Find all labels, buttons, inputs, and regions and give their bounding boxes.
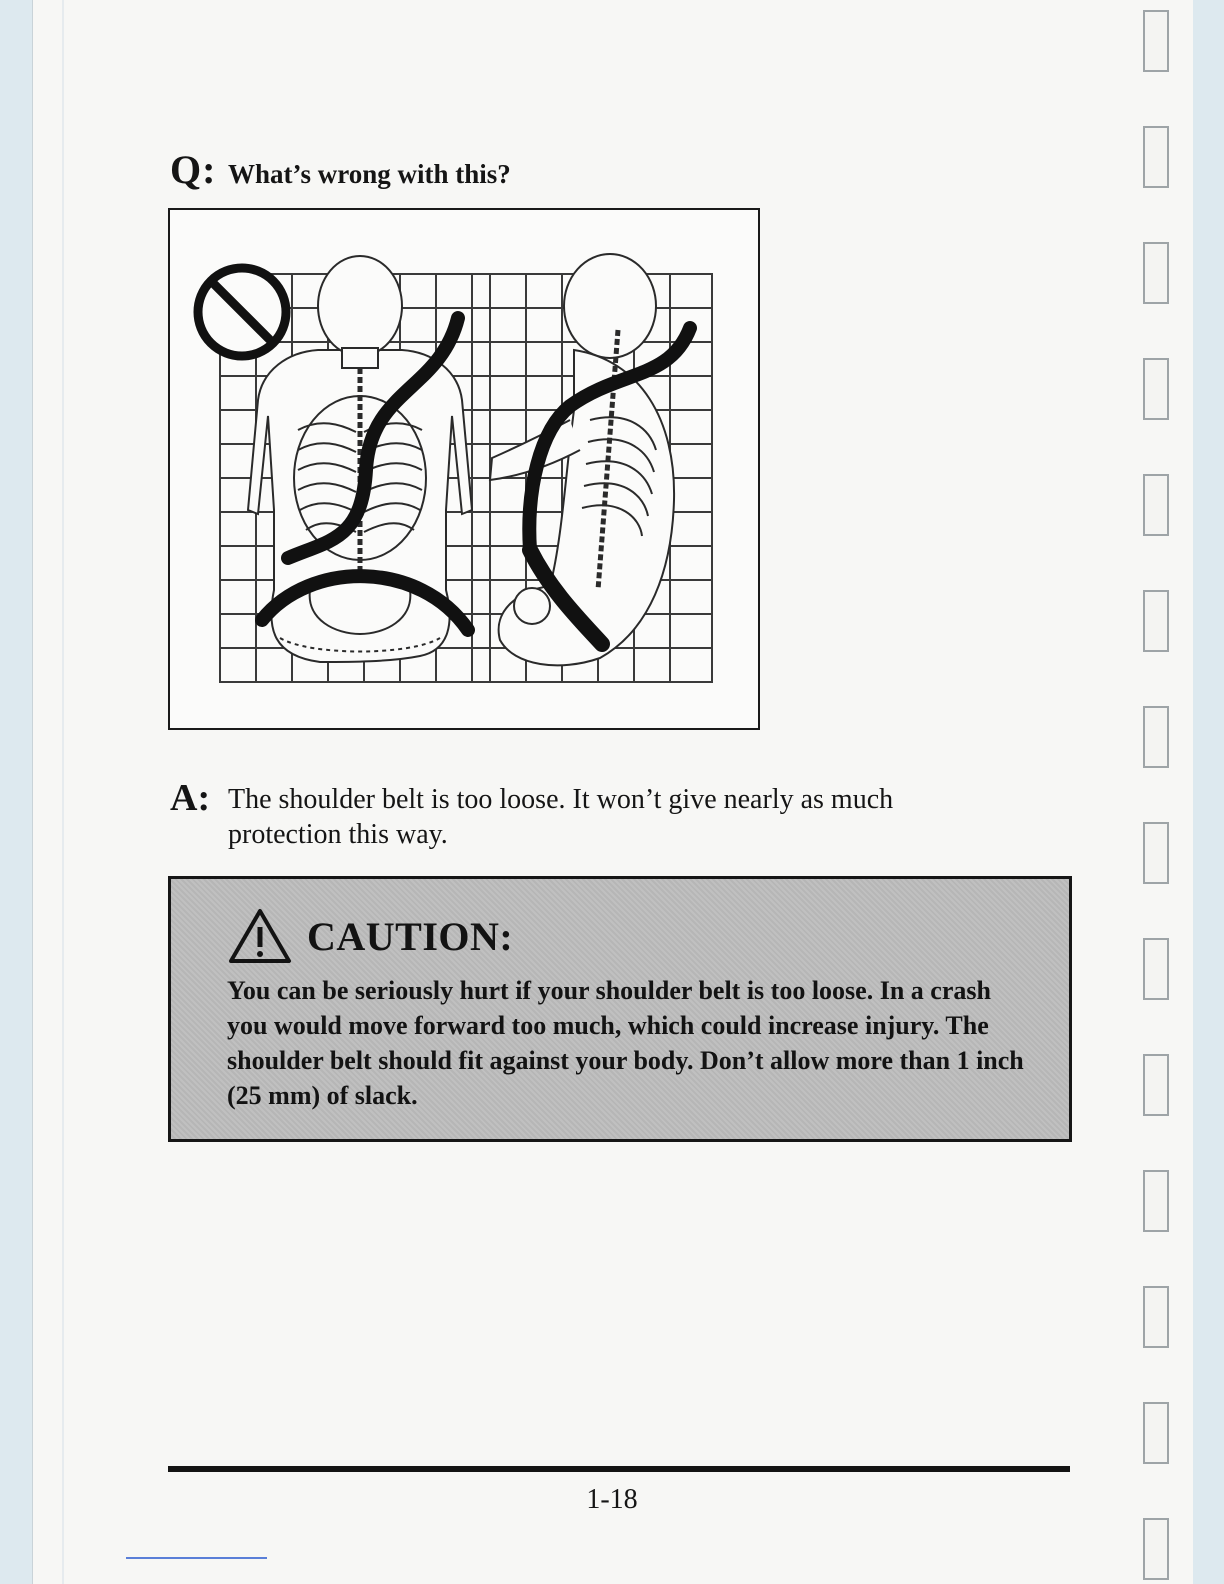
binder-tab: [1143, 938, 1169, 1000]
binder-tab: [1143, 1518, 1169, 1580]
page-edge-shadow: [62, 0, 64, 1584]
seatbelt-drawing: [170, 210, 758, 728]
warning-triangle-icon: [227, 907, 293, 965]
page-number: 1-18: [586, 1484, 638, 1515]
caution-header: [227, 907, 513, 965]
binder-tab: [1143, 242, 1169, 304]
answer-line: [170, 778, 968, 852]
binder-tab: [1143, 474, 1169, 536]
binder-tab: [1143, 126, 1169, 188]
question-label: Q:: [170, 147, 217, 192]
binder-tab: [1143, 1286, 1169, 1348]
seatbelt-illustration: [168, 208, 760, 730]
footer-rule: [168, 1466, 1070, 1472]
binder-tab: [1143, 10, 1169, 72]
binder-tab: [1143, 822, 1169, 884]
answer-label: A:: [170, 777, 211, 819]
caution-box: [168, 876, 1072, 1142]
binder-tab: [1143, 1170, 1169, 1232]
side-view-figure: [490, 254, 674, 665]
binder-tab: [1143, 358, 1169, 420]
no-symbol-icon: [198, 268, 286, 356]
binder-tab: [1143, 590, 1169, 652]
question-line: [170, 146, 511, 193]
caution-text: You can be seriously hurt if your shoulder belt is too loose. In a crash you would move forward too much, which could increase injury. The shoulder belt should fit against your body. Don’t allow more than 1 inch (25 mm) of slack.: [227, 976, 1024, 1110]
binder-tab: [1143, 1054, 1169, 1116]
caution-title: CAUTION:: [307, 913, 514, 959]
link-underline: [126, 1557, 267, 1559]
binder-tab: [1143, 1402, 1169, 1464]
binder-tab: [1143, 706, 1169, 768]
question-text: What’s wrong with this?: [228, 159, 511, 189]
answer-text: The shoulder belt is too loose. It won’t give nearly as much protection this way.: [228, 784, 894, 850]
